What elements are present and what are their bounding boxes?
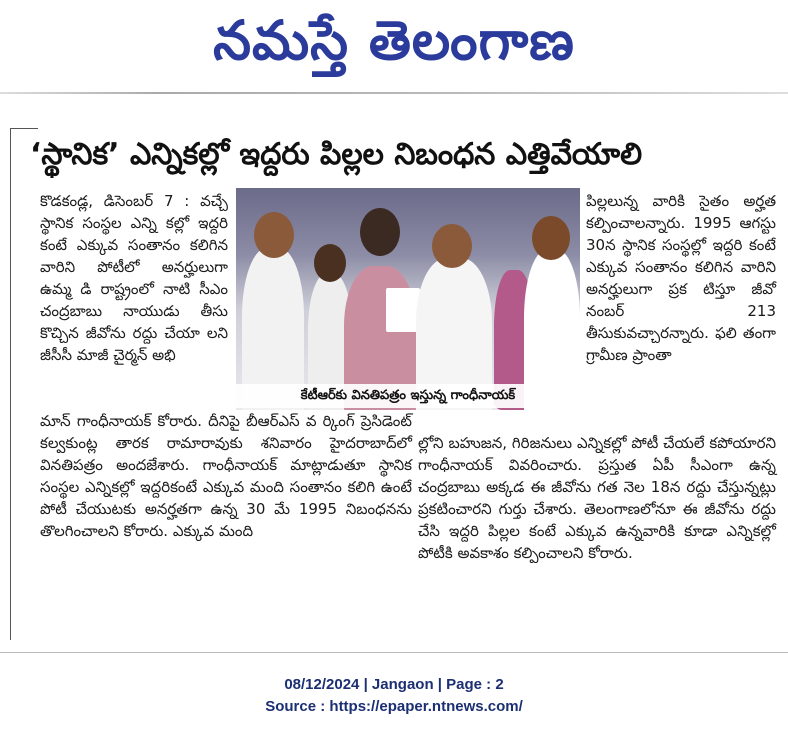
footer-divider (0, 652, 788, 653)
photo-person-2-head (314, 244, 346, 282)
newspaper-title: నమస్తే తెలంగాణ (213, 9, 575, 72)
article-column-bottom-right: ల్లోని బహుజన, గిరిజనులు ఎన్నికల్లో పోటీ చేయలే కపోయారని గాంధీనాయక్ వివరించారు. ప్రస్తుత ఏపీ సీఎంగా ఉన్న చంద్రబాబు అక్కడ ఈ జీవోను గత నెల 18న రద్దు చేస్తున్నట్లు ప్రకటించారని గుర్తు చేశారు. తెలంగాణలోనూ ఈ జీవోను రద్దు చేసి ఇద్దరి పిల్లల కంటే ఎక్కువ ఉన్నవారికి కూడా ఎన్నికల్లో పోటీకి అవకాశం కల్పించాలని కోరారు. (418, 434, 776, 562)
photo-person-3-head (360, 208, 400, 256)
footer-date-edition: 08/12/2024 | Jangaon | Page : 2 (284, 676, 504, 693)
article-column-1: కొడకండ్ల, డిసెంబర్ 7 : వచ్చే స్థానిక సంస్థల ఎన్ని కల్లో ఇద్దరి కంటే ఎక్కువ సంతానం కలిగిన వారిని పోటీలో అనర్హులుగా ఉమ్మ డి రాష్ట్రంలో నాటి సీఎం చంద్రబాబు నాయుడు తీసు కొచ్చిన జీవోను రద్దు చేయా లని జీసీసీ మాజీ చైర్మన్ అభి (40, 192, 228, 364)
masthead-divider (0, 92, 788, 94)
footer-source: Source : https://epaper.ntnews.com/ (265, 698, 523, 715)
photo-document (386, 288, 420, 332)
article-column-3: పిల్లలున్న వారికి సైతం అర్హత కల్పించాలన్నారు. 1995 ఆగస్టు 30న స్థానిక సంస్థల్లో ఇద్దరి కంటే ఎక్కువ సంతానం కలిగిన వారిని అనర్హులుగా ప్రక టిస్తూ జీవో నంబర్ 213 తీసుకువచ్చారన్నారు. ఫలి తంగా గ్రామీణ ప్రాంతా (586, 192, 776, 364)
article-column-bottom-left: మాన్ గాంధీనాయక్ కోరారు. దీనిపై బీఆర్ఎస్ వ ర్కింగ్ ప్రెసిడెంట్ కల్వకుంట్ల తారక రామారావుకు శనివారం హైదరాబాద్‌లో వినతిపత్రం అందజేశారు. గాంధీనాయక్ మాట్లాడుతూ స్థానిక సంస్థల ఎన్నికల్లో ఇద్దరికంటే ఎక్కువ మంది సంతానం కలిగి ఉంటే పోటీ చేయుటకు అనర్హతగా ఉన్న 30 మే 1995 నిబంధనను తొలగించాలని కోరారు. ఎక్కువ మంది (40, 412, 412, 540)
article-frame-top (10, 128, 38, 129)
masthead (0, 0, 788, 82)
article-frame-left (10, 128, 11, 640)
photo-person-6-head (532, 216, 570, 260)
article-photo (236, 188, 580, 410)
photo-caption: కేటీఆర్‌కు వినతిపత్రం ఇస్తున్న గాంధీనాయక్ (236, 384, 580, 408)
article-headline: ‘స్థానిక’ ఎన్నికల్లో ఇద్దరు పిల్లల నిబంధన ఎత్తివేయాలి (30, 137, 643, 172)
photo-person-4-head (432, 224, 472, 268)
photo-person-1-head (254, 212, 294, 258)
